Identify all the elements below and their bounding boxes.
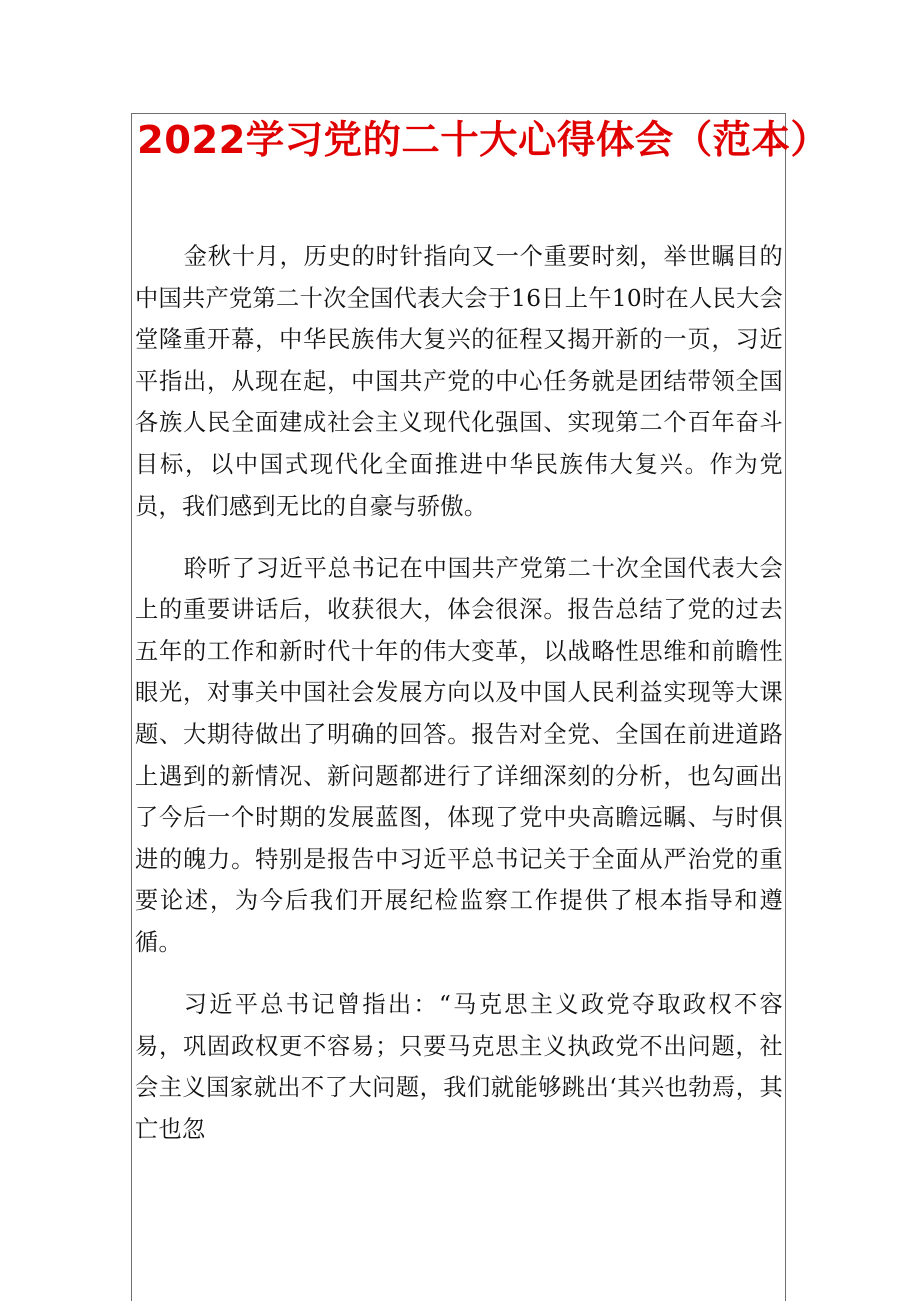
document-body (135, 236, 783, 1150)
document-title: 2022学习党的二十大心得体会（范本） (137, 118, 830, 163)
paragraph-1: 金秋十月，历史的时针指向又一个重要时刻，举世瞩目的中国共产党第二十次全国代表大会于16日上午10时在人民大会堂隆重开幕，中华民族伟大复兴的征程又揭开新的一页，习近平指出，从现在起，中国共产党的中心任务就是团结带领全国各族人民全面建成社会主义现代化强国、实现第二个百年奋斗目标，以中国式现代化全面推进中华民族伟大复兴。作为党员，我们感到无比的自豪与骄傲。 (135, 243, 783, 520)
paragraph-2: 聆听了习近平总书记在中国共产党第二十次全国代表大会上的重要讲话后，收获很大，体会很深。报告总结了党的过去五年的工作和新时代十年的伟大变革，以战略性思维和前瞻性眼光，对事关中国社会发展方向以及中国人民利益实现等大课题、大期待做出了明确的回答。报告对全党、全国在前进道路上遇到的新情况、新问题都进行了详细深刻的分析，也勾画出了今后一个时期的发展蓝图，体现了党中央高瞻远瞩、与时俱进的魄力。特别是报告中习近平总书记关于全面从严治党的重要论述，为今后我们开展纪检监察工作提供了根本指导和遵循。 (135, 554, 783, 956)
paragraph-3: 习近平总书记曾指出：“马克思主义政党夺取政权不容易，巩固政权更不容易；只要马克思主义执政党不出问题，社会主义国家就出不了大问题，我们就能够跳出‘其兴也勃焉，其亡也忽 (135, 991, 783, 1143)
